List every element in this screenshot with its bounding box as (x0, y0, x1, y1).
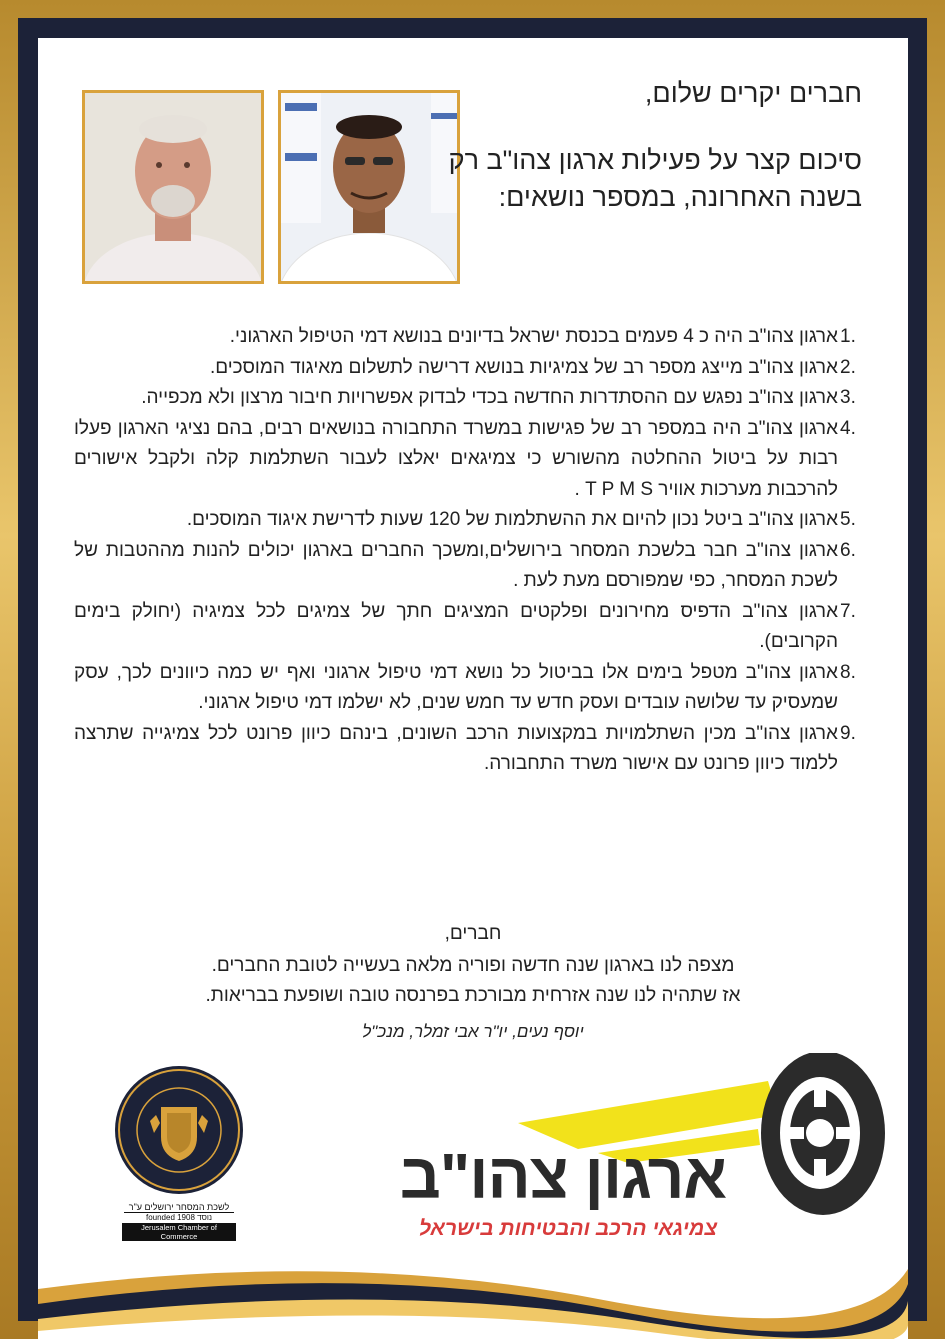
greeting-heading: חברים יקרים שלום, (644, 78, 862, 108)
item-number: 3. (840, 387, 856, 408)
item-number: 8. (840, 661, 856, 683)
list-item (74, 536, 864, 597)
item-text: ארגון צהו"ב ביטל נכון להיום את ההשתלמות של 120 שעות לדרישת איגוד המוסכים. (186, 509, 838, 530)
item-text: ארגון צהו"ב מייצג מספר רב של צמיגיות בנושא דרישה לתשלום מאיגוד המוסכים. (209, 356, 838, 378)
decorative-wave (38, 1229, 908, 1339)
list-item (74, 719, 864, 780)
item-number: 9. (840, 722, 856, 744)
item-text: ארגון צהו"ב הדפיס מחירונים ופלקטים המציגים חתך של צמיגים לכל צמיגיה (יחולק בימים הקרובים). (74, 600, 838, 652)
chamber-english-name: Jerusalem Chamber of Commerce (122, 1223, 236, 1241)
closing-line: מצפה לנו בארגון שנה חדשה ופוריה מלאה בעשייה לטובת החברים. (211, 955, 735, 976)
summary-heading: סיכום קצר על פעילות ארגון צהו"ב רק בשנה האחרונה, במספר נושאים: (448, 145, 862, 212)
item-text: ארגון צהו"ב מטפל בימים אלו בביטול כל נושא דמי טיפול ארגוני ואף יש כמה כיוונים לכך, עסק שמעסיק עד שלושה עובדים ועסק חדש עד חמש שנים, לא ישלמו דמי טיפול ארגוני. (74, 661, 838, 713)
item-number: 7. (840, 600, 856, 622)
chamber-of-commerce-logo (104, 1063, 254, 1241)
item-text: ארגון צהו"ב מכין השתלמויות במקצועות הרכב השונים, בינהם כיוון פרונט לכל צמיגייה שתרצה ללמוד כיוון פרונט עם אישור משרד התחבורה. (74, 722, 838, 774)
list-item (74, 658, 864, 719)
chamber-seal-icon (104, 1063, 254, 1197)
list-item (74, 322, 864, 353)
list-item (74, 353, 864, 384)
closing-salutation: חברים, (444, 923, 502, 944)
item-text: ארגון צהו"ב היה במספר רב של פגישות במשרד התחבורה בנושאים רבים, בהם נציגי הארגון פעלו רבות על ביטול ההחלטה מהשורש כי צמיגאים יאלצו לעבור השתלמות קלה ולקבל אישורים להרכבות מערכות אוויר T P M S . (74, 417, 838, 500)
activity-list (74, 322, 864, 780)
item-number: 1. (840, 326, 856, 347)
item-number: 6. (840, 539, 856, 561)
item-number: 2. (840, 356, 856, 378)
closing-line: אז שתהיה לנו שנה אזרחית מבורכת בפרנסה טובה ושופעת בבריאות. (205, 985, 741, 1006)
portrait-photo-left (82, 90, 264, 284)
letter-page (38, 38, 908, 1339)
list-item (74, 505, 864, 536)
signature-line: יוסף נעים, יו"ר אבי זמלר, מנכ"ל (362, 1022, 584, 1041)
portrait-photo-right (278, 90, 460, 284)
item-number: 5. (840, 509, 856, 530)
item-text: ארגון צהו"ב נפגש עם ההסתדרות החדשה בכדי לבדוק אפשרויות חיבור מרצון ולא מכפייה. (141, 387, 838, 408)
logo-subtitle: צמיגאי הרכב והבטיחות בישראל (418, 1217, 718, 1240)
organization-logo (368, 1053, 888, 1243)
list-item (74, 597, 864, 658)
list-item (74, 414, 864, 506)
chamber-caption: לשכת המסחר ירושלים ע"ר (128, 1202, 230, 1212)
logo-title: ארגון צהו"ב (399, 1140, 727, 1212)
list-item (74, 383, 864, 414)
chamber-founded: founded 1908 נוסד (124, 1212, 234, 1222)
item-number: 4. (840, 417, 856, 439)
item-text: ארגון צהו"ב היה כ 4 פעמים בכנסת ישראל בדיונים בנושא דמי הטיפול הארגוני. (229, 326, 838, 347)
item-text: ארגון צהו"ב חבר בלשכת המסחר בירושלים,ומשכך החברים בארגון יכולים להנות מההטבות של לשכת המסחר, כפי שמפורסם מעת לעת . (74, 539, 838, 591)
